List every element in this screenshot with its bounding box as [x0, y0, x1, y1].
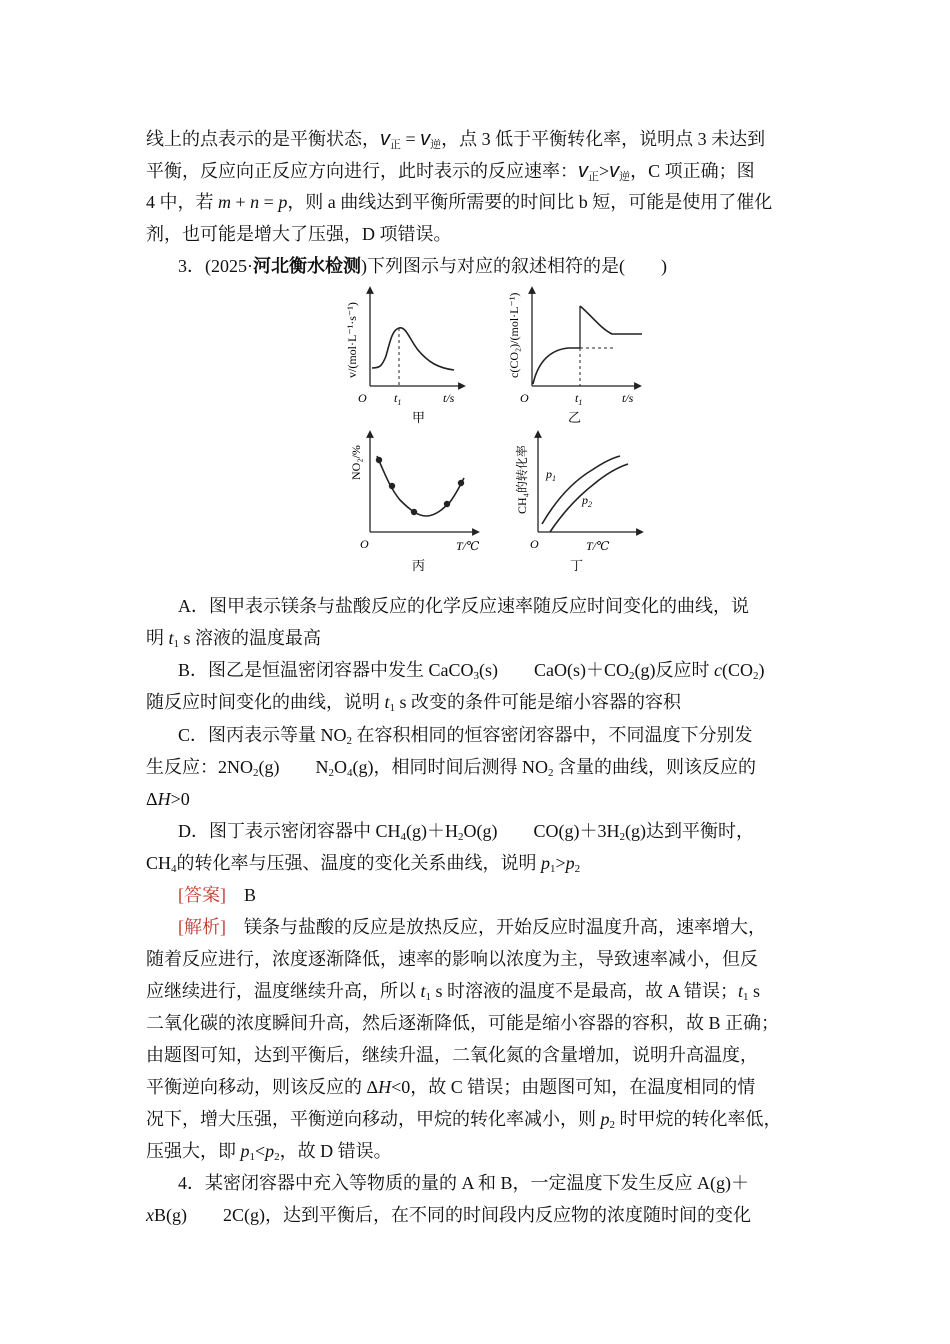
- y-axis-label: CH₄的转化率: [515, 445, 529, 514]
- y-axis-label: c(CO₂)/(mol·L⁻¹): [507, 292, 521, 378]
- x-axis-label: t/s: [622, 391, 634, 405]
- analysis-line: 应继续进行，温度继续升高，所以 $t_1$ s 时溶液的温度不是最高，故 A 错误；$t_1$ s: [146, 981, 761, 1003]
- figure-jia: [330, 282, 470, 427]
- origin-label: O: [520, 391, 529, 405]
- analysis-line: 随着反应进行，浓度逐渐降低，速率的影响以浓度为主，导致速率减小，但反: [146, 949, 758, 969]
- tick-label: $t_1$: [394, 391, 402, 407]
- option-d-cont: $CH_4$的转化率与压强、温度的变化关系曲线，说明 $p_1>p_2$: [146, 853, 581, 875]
- question-3-stem: 3．(2025·河北衡水检测)下列图示与对应的叙述相符的是( ): [178, 256, 667, 276]
- y-axis-label: NO₂/%: [349, 445, 363, 480]
- analysis-line: 二氧化碳的浓度瞬间升高，然后逐渐降低，可能是缩小容器的容积，故 B 正确；: [146, 1013, 780, 1033]
- analysis-line: [解析] 镁条与盐酸的反应是放热反应，开始反应时温度升高，速率增大，: [178, 917, 766, 937]
- data-point: [411, 509, 417, 515]
- text-line: 4 中，若 m + n = p，则 a 曲线达到平衡所需要的时间比 b 短，可能是使用了催化: [146, 192, 773, 212]
- answer-tag: [答案]: [178, 885, 226, 905]
- option-d: D．图丁表示密闭容器中 $CH_4(g)+H_2O(g)$ $CO(g)+3H_2(g)$达到平衡时，: [178, 821, 754, 843]
- origin-label: O: [360, 537, 369, 551]
- co2-curve-before: [533, 348, 580, 384]
- question-4-stem: 4．某密闭容器中充入等物质的量的 A 和 B，一定温度下发生反应 A(g)＋: [178, 1173, 749, 1193]
- curve-label-p1: $p_1$: [546, 467, 556, 483]
- analysis-line: 平衡逆向移动，则该反应的 ΔH<0，故 C 错误；由题图可知，在温度相同的情: [146, 1077, 756, 1097]
- figure-ding: [500, 428, 650, 578]
- x-axis-label: T/℃: [456, 539, 480, 553]
- tick-label: $t_1$: [575, 391, 583, 407]
- data-point: [458, 480, 464, 486]
- analysis-line: 由题图可知，达到平衡后，继续升温，二氧化氮的含量增加，说明升高温度，: [146, 1045, 758, 1065]
- co2-curve-after: [580, 306, 642, 334]
- figure-caption: 丁: [570, 558, 584, 573]
- option-a-cont: 明 $t_1$ s 溶液的温度最高: [146, 628, 322, 650]
- analysis-tag: [解析]: [178, 917, 226, 937]
- option-c-cont2: ΔH>0: [146, 789, 190, 809]
- text-line: 平衡，反应向正反应方向进行，此时表示的反应速率：$v_正>v_逆$，C 项正确；图: [146, 160, 755, 183]
- analysis-line: 况下，增大压强，平衡逆向移动，甲烷的转化率减小，则 $p_2$ 时甲烷的转化率低，: [146, 1109, 782, 1131]
- origin-label: O: [530, 537, 539, 551]
- answer-line: [178, 884, 256, 906]
- x-axis-label: t/s: [443, 391, 455, 405]
- figure-caption: 甲: [412, 410, 426, 425]
- data-point: [376, 457, 382, 463]
- figure-caption: 乙: [568, 410, 582, 425]
- figure-bing: [330, 428, 480, 578]
- x-axis-label: T/℃: [586, 539, 610, 553]
- text-line: 剂，也可能是增大了压强，D 项错误。: [146, 224, 452, 244]
- rate-curve: [372, 328, 454, 370]
- origin-label: O: [358, 391, 367, 405]
- option-b-cont: 随反应时间变化的曲线，说明 $t_1$ s 改变的条件可能是缩小容器的容积: [146, 692, 682, 714]
- answer-value: B: [244, 885, 257, 905]
- figure-panel: [330, 282, 640, 582]
- text-line: 线上的点表示的是平衡状态，$v_正 = v_逆$，点 3 低于平衡转化率，说明点 3 未达到: [146, 128, 766, 151]
- option-c-cont: 生反应：$2NO_2(g)$ $N_2O_4(g)$，相同时间后测得 $NO_2$ 含量的曲线，则该反应的: [146, 757, 756, 779]
- option-c: C．图丙表示等量 $NO_2$ 在容积相同的恒容密闭容器中，不同温度下分别发: [178, 725, 753, 747]
- curve-p2: [550, 464, 628, 532]
- option-a: A．图甲表示镁条与盐酸反应的化学反应速率随反应时间变化的曲线，说: [178, 596, 749, 616]
- figure-caption: 丙: [412, 558, 426, 573]
- y-axis-label: v/(mol·L⁻¹·s⁻¹): [345, 302, 359, 378]
- analysis-line: 压强大，即 $p_1<p_2$，故 D 错误。: [146, 1141, 392, 1163]
- curve-label-p2: $p_2$: [582, 493, 592, 509]
- data-point: [389, 483, 395, 489]
- question-4-cont: xB(g) 2C(g)，达到平衡后，在不同的时间段内反应物的浓度随时间的变化: [146, 1205, 751, 1225]
- figure-yi: [496, 282, 646, 427]
- option-b: B．图乙是恒温密闭容器中发生 CaCO$_3$(s) $CaO(s)+CO_2(g)$反应时 $c(CO_2)$: [178, 660, 765, 682]
- data-point: [444, 501, 450, 507]
- curve-p1: [542, 456, 620, 524]
